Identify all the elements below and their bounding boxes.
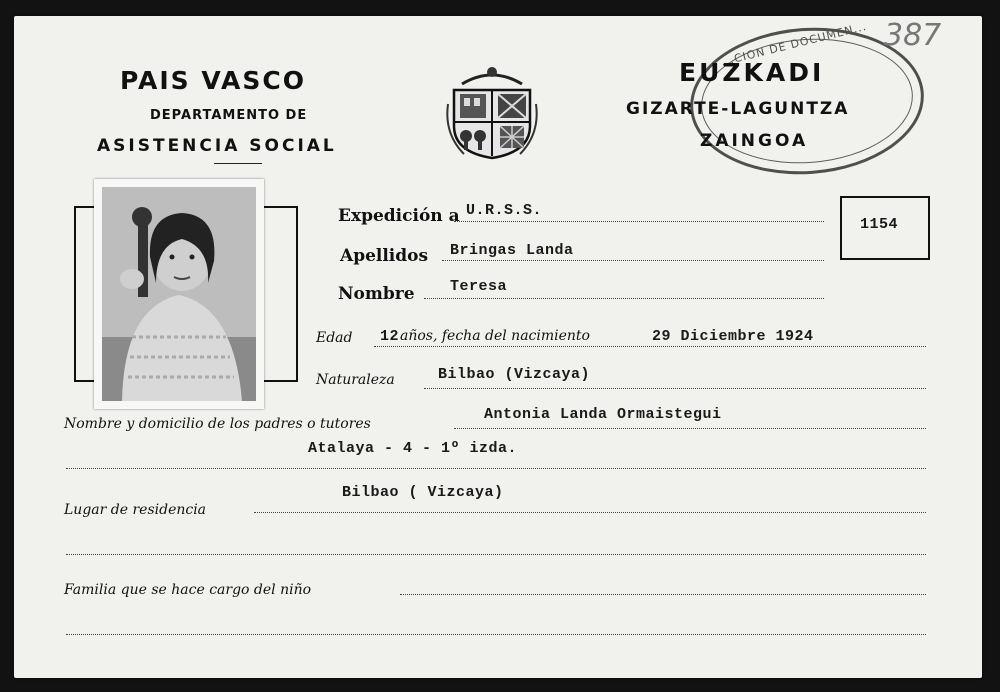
header-gizarte-laguntza: GIZARTE-LAGUNTZA xyxy=(626,99,850,119)
label-naturaleza: Naturaleza xyxy=(316,372,395,388)
header-zaingoa: ZAINGOA xyxy=(700,131,809,151)
record-number-box xyxy=(840,196,930,260)
label-familia: Familia que se hace cargo del niño xyxy=(64,582,312,598)
label-nombre: Nombre xyxy=(338,284,415,304)
stamp-text: ...CION DE DOCUMEN... xyxy=(719,19,869,69)
value-edad: 12 xyxy=(380,328,400,345)
header-departamento: DEPARTAMENTO DE xyxy=(150,108,308,123)
coat-of-arms-icon xyxy=(444,64,540,162)
registration-card xyxy=(14,16,982,678)
line-padres-2 xyxy=(66,468,926,469)
line-residencia-1 xyxy=(254,512,926,513)
line-nombre xyxy=(424,298,824,299)
photo-image xyxy=(102,187,256,401)
value-nombre: Teresa xyxy=(450,278,508,295)
value-residencia: Bilbao ( Vizcaya) xyxy=(342,484,504,501)
header-asistencia-social: ASISTENCIA SOCIAL xyxy=(97,136,337,156)
corner-number: 387 xyxy=(884,18,942,53)
line-edad xyxy=(374,346,926,347)
label-edad: Edad xyxy=(316,330,353,346)
record-number: 1154 xyxy=(860,216,899,233)
label-residencia: Lugar de residencia xyxy=(64,502,207,518)
value-padres-line1: Antonia Landa Ormaistegui xyxy=(484,406,722,423)
line-apellidos xyxy=(442,260,824,261)
child-photo xyxy=(94,179,264,409)
label-edad-suffix: años, fecha del nacimiento xyxy=(400,328,590,344)
line-expedicion xyxy=(454,221,824,222)
value-expedicion: U.R.S.S. xyxy=(466,202,543,219)
value-naturaleza: Bilbao (Vizcaya) xyxy=(438,366,591,383)
line-padres-1 xyxy=(454,428,926,429)
header-underline xyxy=(214,163,262,164)
line-residencia-2 xyxy=(66,554,926,555)
label-expedicion: Expedición a xyxy=(338,206,460,226)
value-birthdate: 29 Diciembre 1924 xyxy=(652,328,814,345)
line-familia-2 xyxy=(66,634,926,635)
label-apellidos: Apellidos xyxy=(340,246,429,266)
value-apellidos: Bringas Landa xyxy=(450,242,574,259)
header-euzkadi: EUZKADI xyxy=(679,58,825,87)
value-padres-line2: Atalaya - 4 - 1º izda. xyxy=(308,440,518,457)
line-familia-1 xyxy=(400,594,926,595)
label-padres: Nombre y domicilio de los padres o tutores xyxy=(64,416,371,432)
header-pais-vasco: PAIS VASCO xyxy=(120,66,306,95)
line-naturaleza xyxy=(424,388,926,389)
